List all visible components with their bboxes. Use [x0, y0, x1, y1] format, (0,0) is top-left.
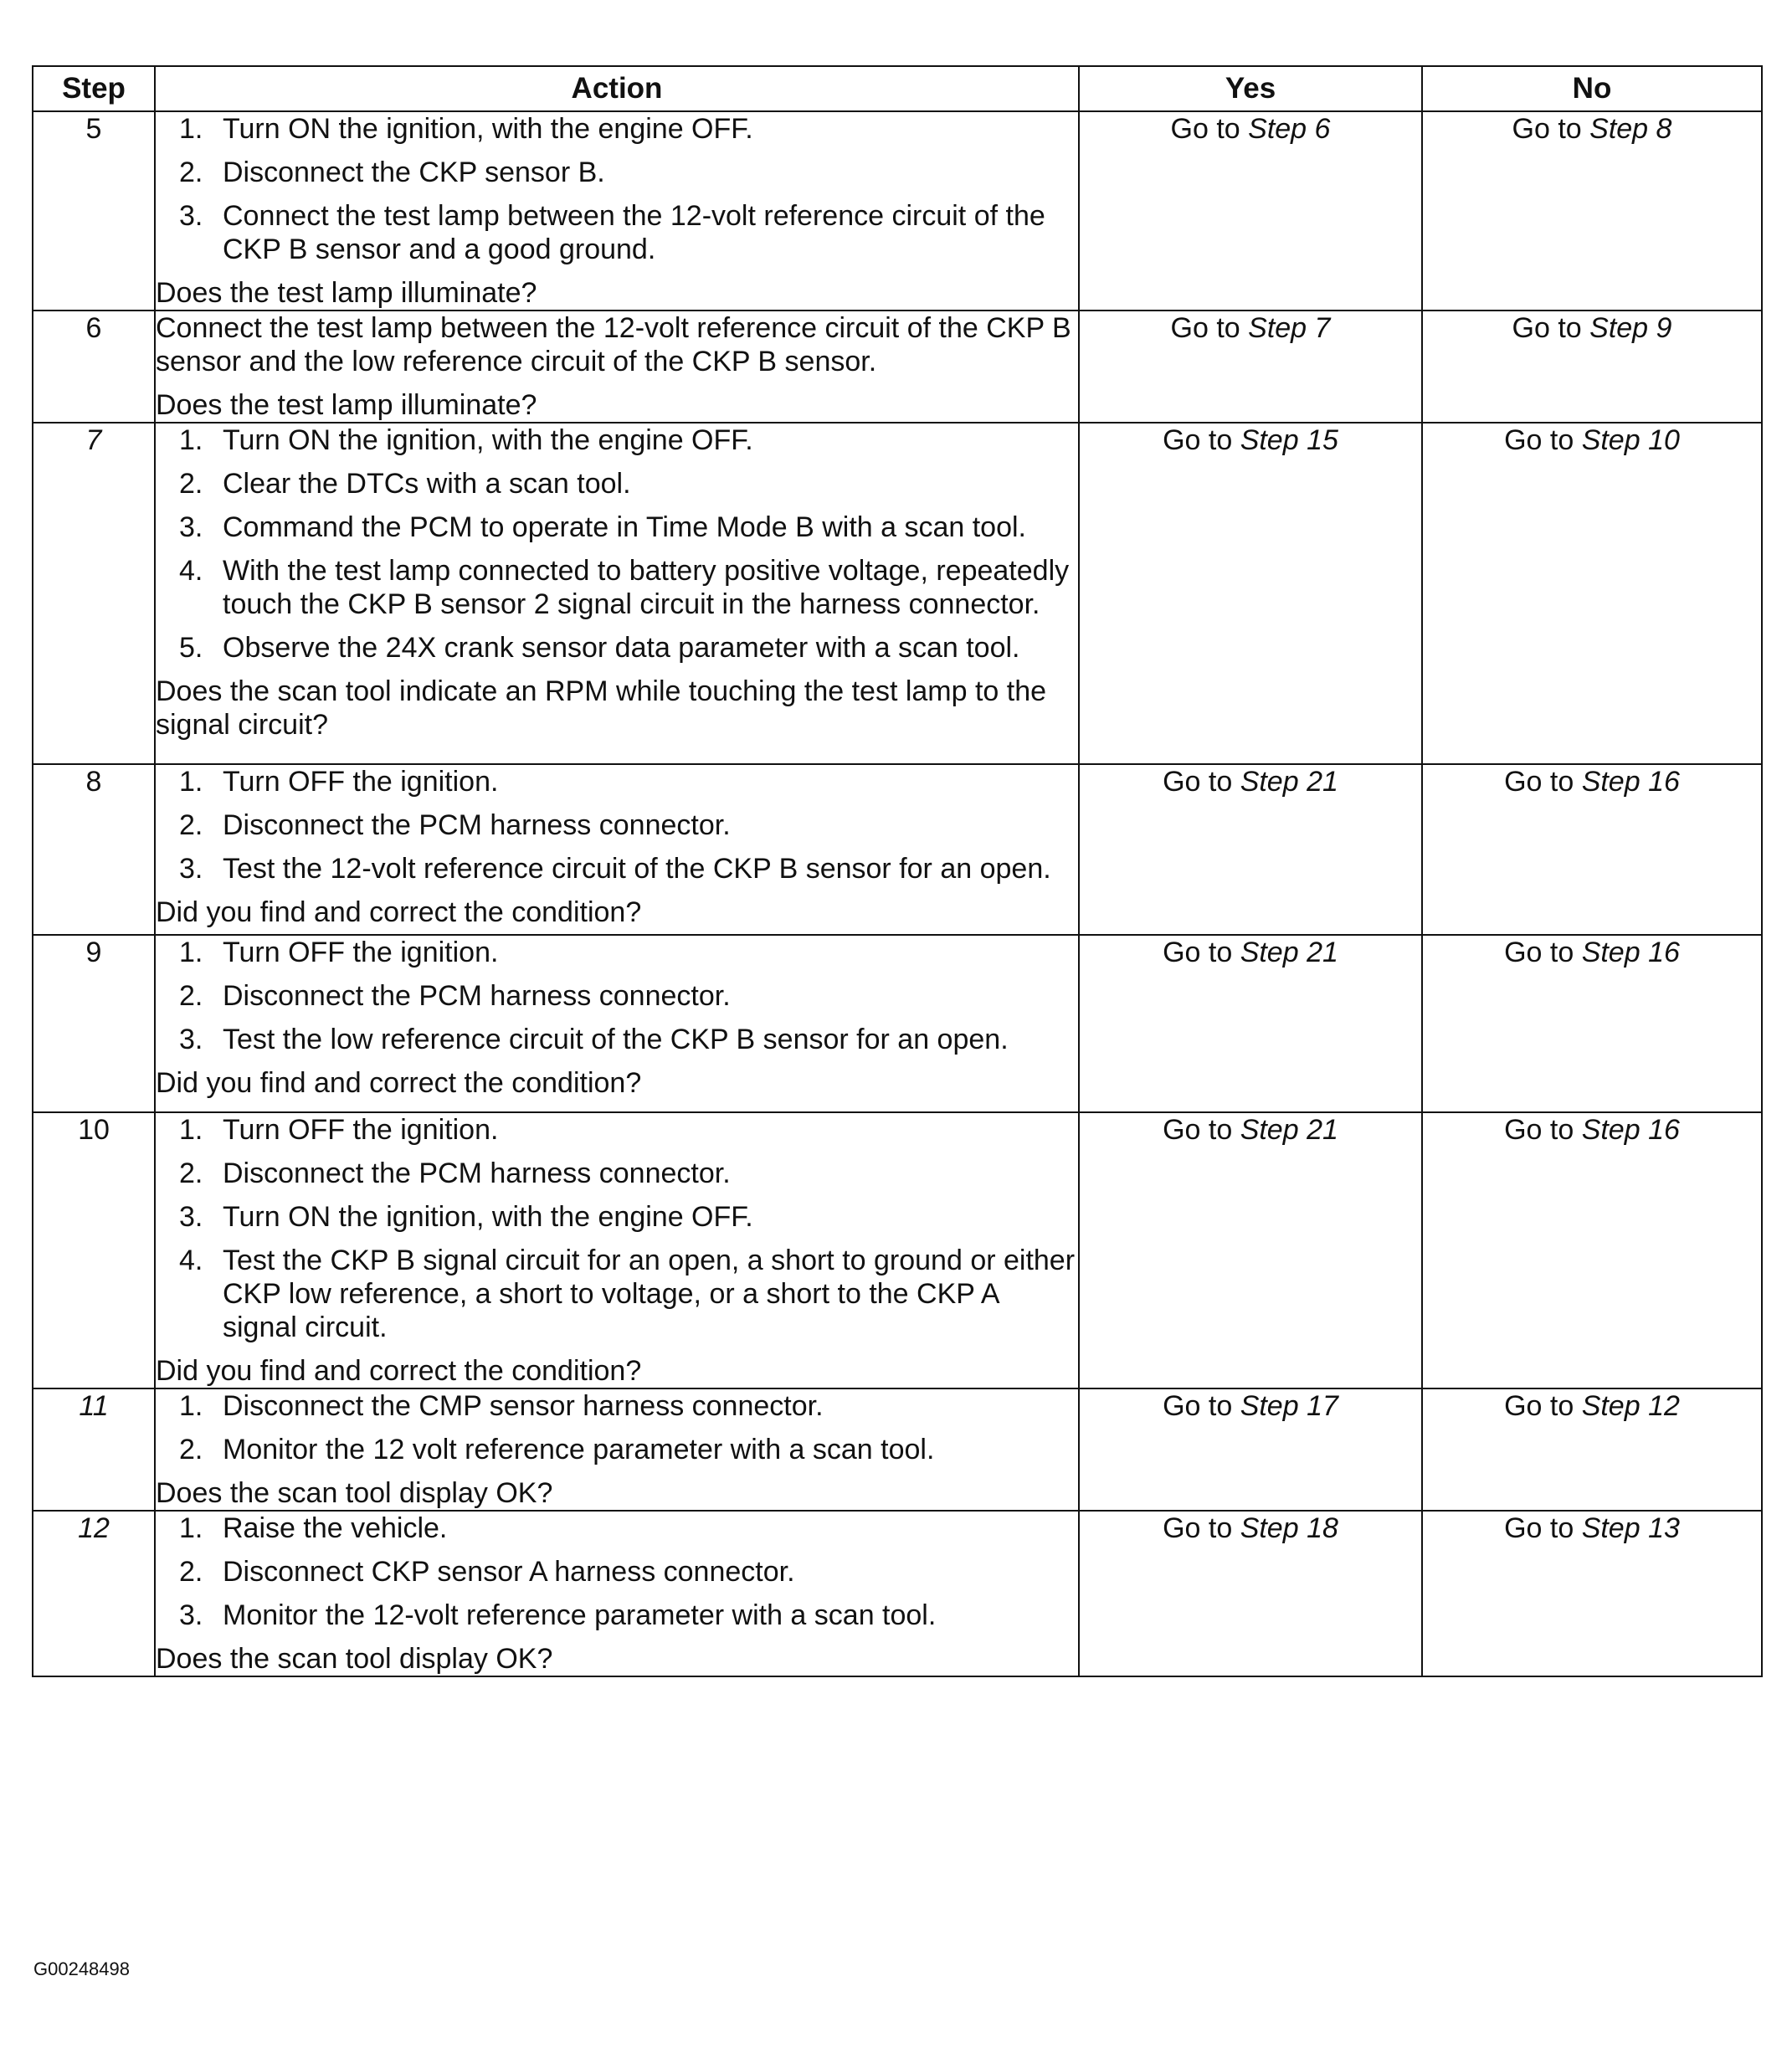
action-step — [156, 1512, 1078, 1545]
action-cell — [155, 764, 1079, 935]
yes-result-cell — [1079, 111, 1422, 311]
no-go-to-text: Go to — [1504, 1390, 1582, 1422]
no-result-cell — [1422, 1388, 1762, 1511]
step-number-cell — [33, 1511, 155, 1676]
table-row — [33, 935, 1762, 1112]
step-number: 7 — [85, 424, 102, 456]
action-cell — [155, 1112, 1079, 1388]
table-row — [33, 1112, 1762, 1388]
action-step-text: Disconnect the PCM harness connector. — [223, 980, 731, 1012]
yes-step-link[interactable]: Step 15 — [1240, 424, 1338, 456]
action-instruction: Connect the test lamp between the 12-volt reference circuit of the CKP B sensor and the low reference circuit of the CKP B sensor. — [156, 312, 1071, 377]
no-result-cell — [1422, 1511, 1762, 1676]
action-step-number: 2. — [179, 157, 203, 188]
action-step-number: 4. — [179, 555, 203, 587]
action-step-text: Turn OFF the ignition. — [223, 1114, 499, 1146]
header-action: Action — [155, 66, 1079, 111]
step-number: 11 — [79, 1390, 109, 1422]
action-step-number: 2. — [179, 809, 203, 841]
no-go-to-text: Go to — [1504, 1114, 1582, 1146]
step-number-cell — [33, 1388, 155, 1511]
figure-id: G00248498 — [33, 1958, 130, 1979]
action-cell — [155, 311, 1079, 423]
action-step — [156, 112, 1078, 146]
step-number: 12 — [78, 1512, 110, 1544]
yes-go-to-text: Go to — [1163, 1114, 1240, 1146]
action-step — [156, 808, 1078, 842]
action-step-number: 1. — [179, 937, 203, 968]
action-question: Does the test lamp illuminate? — [156, 389, 537, 421]
step-number-cell — [33, 311, 155, 423]
yes-result-cell — [1079, 764, 1422, 935]
no-result-cell — [1422, 935, 1762, 1112]
action-step-list — [156, 936, 1078, 1056]
action-step-text: Test the CKP B signal circuit for an open, a short to ground or either CKP low reference, a short to voltage, or a short to the CKP A signal circuit. — [223, 1245, 1076, 1343]
action-question: Did you find and correct the condition? — [156, 1355, 642, 1387]
action-step-number: 3. — [179, 1024, 203, 1055]
yes-result-cell — [1079, 935, 1422, 1112]
table-body — [33, 111, 1762, 1676]
yes-go-to-text: Go to — [1163, 766, 1240, 798]
action-step-list — [156, 1512, 1078, 1632]
action-step-text: Disconnect the PCM harness connector. — [223, 809, 731, 841]
action-step-text: Connect the test lamp between the 12-volt reference circuit of the CKP B sensor and a good ground. — [223, 200, 1045, 265]
action-question: Does the scan tool display OK? — [156, 1643, 553, 1675]
action-step — [156, 467, 1078, 500]
table-row — [33, 764, 1762, 935]
action-step — [156, 936, 1078, 969]
header-step: Step — [33, 66, 155, 111]
action-step-text: Turn ON the ignition, with the engine OFF. — [223, 424, 753, 456]
action-question: Does the scan tool display OK? — [156, 1477, 553, 1509]
no-step-link[interactable]: Step 16 — [1581, 766, 1680, 798]
yes-result-cell — [1079, 1511, 1422, 1676]
action-step-text: Monitor the 12-volt reference parameter with a scan tool. — [223, 1599, 937, 1631]
action-question: Did you find and correct the condition? — [156, 896, 642, 928]
action-question: Did you find and correct the condition? — [156, 1067, 642, 1099]
action-step-text: With the test lamp connected to battery positive voltage, repeatedly touch the CKP B sensor 2 signal circuit in the harness connector. — [223, 555, 1070, 620]
no-go-to-text: Go to — [1504, 766, 1582, 798]
action-step-text: Test the 12-volt reference circuit of the CKP B sensor for an open. — [223, 853, 1051, 885]
action-step-list — [156, 1113, 1078, 1344]
action-step-number: 2. — [179, 1434, 203, 1465]
yes-step-link[interactable]: Step 7 — [1248, 312, 1331, 344]
yes-result-cell — [1079, 311, 1422, 423]
action-step — [156, 765, 1078, 798]
action-step-text: Disconnect the PCM harness connector. — [223, 1157, 731, 1189]
step-number-cell — [33, 423, 155, 764]
action-step-number: 2. — [179, 1556, 203, 1588]
action-step-list — [156, 1389, 1078, 1466]
action-step-number: 1. — [179, 1512, 203, 1544]
action-question: Does the test lamp illuminate? — [156, 277, 537, 309]
action-step — [156, 1113, 1078, 1147]
no-result-cell — [1422, 111, 1762, 311]
action-cell — [155, 423, 1079, 764]
table-row — [33, 311, 1762, 423]
action-step-text: Disconnect the CMP sensor harness connector. — [223, 1390, 824, 1422]
action-step-text: Turn OFF the ignition. — [223, 937, 499, 968]
step-number: 9 — [85, 937, 102, 968]
yes-go-to-text: Go to — [1170, 312, 1249, 344]
action-step — [156, 1433, 1078, 1466]
header-yes: Yes — [1079, 66, 1422, 111]
step-number: 8 — [85, 766, 102, 798]
yes-step-link[interactable]: Step 6 — [1248, 113, 1331, 145]
action-step — [156, 1555, 1078, 1589]
action-step-number: 5. — [179, 632, 203, 664]
header-no: No — [1422, 66, 1762, 111]
action-step-text: Test the low reference circuit of the CKP B sensor for an open. — [223, 1024, 1009, 1055]
yes-step-link[interactable]: Step 21 — [1240, 1114, 1338, 1146]
action-step-text: Raise the vehicle. — [223, 1512, 448, 1544]
action-step-number: 1. — [179, 424, 203, 456]
action-step-list — [156, 765, 1078, 885]
action-step — [156, 423, 1078, 457]
action-step-number: 3. — [179, 1201, 203, 1233]
no-result-cell — [1422, 311, 1762, 423]
table-row — [33, 1388, 1762, 1511]
action-question: Does the scan tool indicate an RPM while touching the test lamp to the signal circuit? — [156, 675, 1047, 741]
yes-step-link[interactable]: Step 21 — [1240, 766, 1338, 798]
action-step-number: 1. — [179, 113, 203, 145]
step-number: 6 — [85, 312, 102, 344]
no-result-cell — [1422, 764, 1762, 935]
table-row — [33, 111, 1762, 311]
step-number-cell — [33, 764, 155, 935]
action-step — [156, 1023, 1078, 1056]
action-step-text: Observe the 24X crank sensor data parameter with a scan tool. — [223, 632, 1020, 664]
step-number-cell — [33, 111, 155, 311]
action-step — [156, 1244, 1078, 1344]
yes-go-to-text: Go to — [1163, 424, 1240, 456]
action-step-text: Command the PCM to operate in Time Mode B with a scan tool. — [223, 511, 1027, 543]
action-step-text: Turn OFF the ignition. — [223, 766, 499, 798]
no-step-link[interactable]: Step 8 — [1589, 113, 1672, 145]
action-step-text: Clear the DTCs with a scan tool. — [223, 468, 631, 500]
action-step — [156, 979, 1078, 1013]
action-step-number: 3. — [179, 853, 203, 885]
table-row — [33, 1511, 1762, 1676]
action-step-text: Turn ON the ignition, with the engine OFF. — [223, 1201, 753, 1233]
no-step-link[interactable]: Step 16 — [1581, 937, 1680, 968]
action-step-list — [156, 112, 1078, 266]
yes-result-cell — [1079, 1388, 1422, 1511]
step-number: 10 — [78, 1114, 110, 1146]
no-result-cell — [1422, 1112, 1762, 1388]
no-step-link[interactable]: Step 13 — [1581, 1512, 1680, 1544]
diagnostic-table — [32, 65, 1763, 1677]
action-step-number: 2. — [179, 1157, 203, 1189]
no-step-link[interactable]: Step 16 — [1581, 1114, 1680, 1146]
action-step — [156, 1157, 1078, 1190]
action-step — [156, 156, 1078, 189]
yes-go-to-text: Go to — [1163, 1390, 1240, 1422]
action-step-text: Monitor the 12 volt reference parameter with a scan tool. — [223, 1434, 935, 1465]
action-cell — [155, 1388, 1079, 1511]
action-step — [156, 852, 1078, 885]
no-step-link[interactable]: Step 10 — [1581, 424, 1680, 456]
yes-go-to-text: Go to — [1163, 1512, 1240, 1544]
action-step-number: 1. — [179, 1114, 203, 1146]
header-row — [33, 66, 1762, 111]
action-cell — [155, 935, 1079, 1112]
action-step-number: 3. — [179, 511, 203, 543]
yes-step-link[interactable]: Step 18 — [1240, 1512, 1338, 1544]
action-step — [156, 1599, 1078, 1632]
no-go-to-text: Go to — [1512, 312, 1590, 344]
action-step — [156, 1389, 1078, 1423]
action-step — [156, 631, 1078, 665]
action-step — [156, 1200, 1078, 1234]
no-go-to-text: Go to — [1504, 424, 1582, 456]
no-step-link[interactable]: Step 9 — [1589, 312, 1672, 344]
action-step-number: 3. — [179, 1599, 203, 1631]
action-step-text: Turn ON the ignition, with the engine OFF. — [223, 113, 753, 145]
action-step-number: 2. — [179, 468, 203, 500]
yes-result-cell — [1079, 1112, 1422, 1388]
step-number-cell — [33, 935, 155, 1112]
action-step-number: 3. — [179, 200, 203, 232]
action-step-list — [156, 423, 1078, 665]
no-go-to-text: Go to — [1504, 1512, 1582, 1544]
yes-step-link[interactable]: Step 17 — [1240, 1390, 1338, 1422]
action-step — [156, 511, 1078, 544]
yes-step-link[interactable]: Step 21 — [1240, 937, 1338, 968]
no-go-to-text: Go to — [1504, 937, 1582, 968]
no-result-cell — [1422, 423, 1762, 764]
no-go-to-text: Go to — [1512, 113, 1590, 145]
yes-go-to-text: Go to — [1170, 113, 1249, 145]
action-cell — [155, 111, 1079, 311]
action-step-text: Disconnect the CKP sensor B. — [223, 157, 605, 188]
action-step — [156, 554, 1078, 621]
action-step-number: 4. — [179, 1245, 203, 1276]
action-cell — [155, 1511, 1079, 1676]
action-step-number: 1. — [179, 1390, 203, 1422]
action-step-number: 2. — [179, 980, 203, 1012]
yes-go-to-text: Go to — [1163, 937, 1240, 968]
action-step-number: 1. — [179, 766, 203, 798]
step-number: 5 — [85, 113, 102, 145]
no-step-link[interactable]: Step 12 — [1581, 1390, 1680, 1422]
action-step — [156, 199, 1078, 266]
table-header — [33, 66, 1762, 111]
step-number-cell — [33, 1112, 155, 1388]
table-row — [33, 423, 1762, 764]
action-step-text: Disconnect CKP sensor A harness connector. — [223, 1556, 795, 1588]
yes-result-cell — [1079, 423, 1422, 764]
